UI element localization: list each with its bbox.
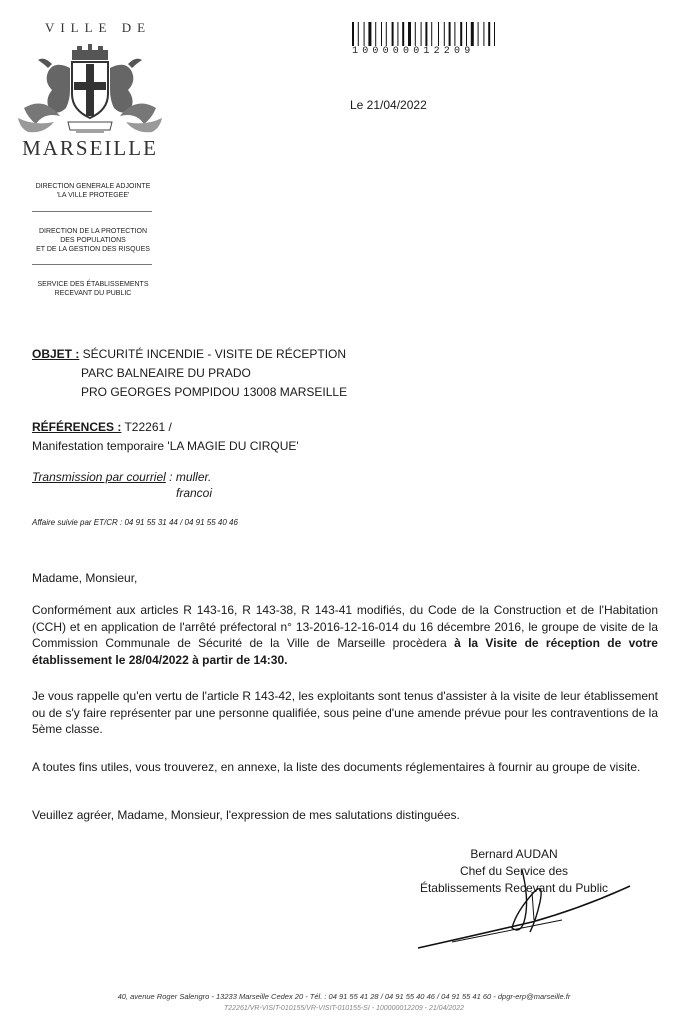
city-name-heading: MARSEILLE — [22, 136, 158, 160]
dept3-line: SERVICE DES ÉTABLISSEMENTS — [37, 281, 149, 288]
barcode-bar — [471, 22, 474, 46]
handwritten-signature — [412, 862, 642, 962]
footer-address: 40, avenue Roger Salengro - 13233 Marseille Cedex 20 - Tél. : 04 91 55 41 28 / 04 91 55 40 46 / 04 91 55 41 60 - dpgr-erp@marseille.fr — [117, 992, 571, 1001]
divider — [32, 264, 152, 265]
barcode-bar — [483, 22, 484, 46]
barcode-bar — [425, 22, 427, 46]
barcode-bar — [368, 22, 371, 46]
barcode-bar — [381, 22, 382, 46]
barcode-bar — [494, 22, 495, 46]
body-paragraph-4: Veuillez agréer, Madame, Monsieur, l'expression de mes salutations distinguées. — [32, 808, 460, 822]
subject-label: OBJET : — [32, 347, 80, 361]
barcode-bar — [438, 22, 439, 46]
dept1-line: DIRECTION GENERALE ADJOINTE — [35, 183, 151, 190]
barcode-bar — [358, 22, 359, 46]
divider — [32, 211, 152, 212]
body-paragraph-2: Je vous rappelle qu'en vertu de l'article R 143-42, les exploitants sont tenus d'assister à la visite de leur établissement ou de s'y faire représenter par une personne qualifiée, sous peine d'une amende prévue pour les contraventions de la 5ème classe. — [32, 689, 658, 736]
body-paragraph-1 — [32, 602, 658, 668]
barcode-bar — [364, 22, 365, 46]
document-barcode — [352, 22, 528, 46]
barcode-number: 100000012209 — [352, 46, 475, 57]
barcode-bar — [386, 22, 387, 46]
dept3-line: RECEVANT DU PUBLIC — [54, 290, 132, 297]
references-code: T22261 / — [121, 420, 172, 434]
p1-bold-visit-date: à la Visite de réception de votre établissement le 28/04/2022 à partir de 14:30. — [32, 636, 658, 667]
barcode-bar — [466, 22, 467, 46]
subject-line: SÉCURITÉ INCENDIE - VISITE DE RÉCEPTION — [79, 347, 347, 361]
ville-de-heading: VILLE DE — [44, 20, 152, 35]
barcode-bar — [454, 22, 455, 46]
department-population-protection — [18, 227, 168, 254]
letter-date: Le 21/04/2022 — [350, 98, 427, 112]
subject-address: PRO GEORGES POMPIDOU 13008 MARSEILLE — [81, 385, 348, 399]
signatory-title: Établissements Recevant du Public — [419, 881, 609, 895]
barcode-bar — [397, 22, 398, 46]
transmission-block — [32, 469, 212, 501]
department-general-directorate — [18, 182, 168, 200]
barcode-bar — [408, 22, 411, 46]
references-block — [32, 418, 299, 456]
dept2-line: ET DE LA GESTION DES RISQUES — [36, 246, 150, 253]
barcode-bar — [402, 22, 404, 46]
dept2-line: DIRECTION DE LA PROTECTION — [38, 228, 148, 235]
barcode-bar — [444, 22, 445, 46]
barcode-bar — [431, 22, 432, 46]
case-handler-info: Affaire suivie par ET/CR : 04 91 55 31 44 / 04 91 55 40 46 — [32, 518, 238, 527]
greeting: Madame, Monsieur, — [32, 571, 138, 585]
signatory-name: Bernard AUDAN — [470, 847, 558, 861]
signatory-title: Chef du Service des — [459, 864, 569, 878]
footer-reference: T22261/VR-VISIT-010155/VR-VISIT-010155-SI - 100000012209 - 21/04/2022 — [224, 1005, 464, 1012]
barcode-bar — [375, 22, 376, 46]
subject-block — [32, 345, 347, 402]
references-event: Manifestation temporaire 'LA MAGIE DU CIRQUE' — [32, 439, 299, 453]
transmission-value-cont: francoi — [176, 486, 213, 500]
body-paragraph-3: A toutes fins utiles, vous trouverez, en annexe, la liste des documents réglementaires à fournir au groupe de visite. — [32, 760, 641, 774]
barcode-bar — [392, 22, 394, 46]
marseille-coat-of-arms-logo — [14, 38, 166, 140]
transmission-value: : muller. — [165, 470, 212, 484]
transmission-label: Transmission par courriel — [32, 470, 166, 484]
dept1-line: 'LA VILLE PROTEGEE' — [56, 192, 130, 199]
barcode-bar — [478, 22, 479, 46]
barcode-bar — [488, 22, 490, 46]
department-erp-service — [18, 280, 168, 298]
barcode-bar — [460, 22, 462, 46]
barcode-bar — [352, 22, 354, 46]
barcode-bar — [421, 22, 422, 46]
p1-text: Conformément aux articles R 143-16, R 143-38, R 143-41 modifiés, du Code de la Construction et de l'Habitation (CCH) et en application de l'arrêté préfectoral n° 13-2016-12-16-014 du 16 décembre 2016, le groupe de visite de la Commission Communale de Sécurité de la Ville de Marseille procèdera — [32, 603, 658, 650]
barcode-bar — [449, 22, 451, 46]
subject-venue: PARC BALNEAIRE DU PRADO — [81, 366, 251, 380]
references-label: RÉFÉRENCES : — [32, 420, 122, 434]
dept2-line: DES POPULATIONS — [60, 237, 126, 244]
barcode-bar — [415, 22, 416, 46]
